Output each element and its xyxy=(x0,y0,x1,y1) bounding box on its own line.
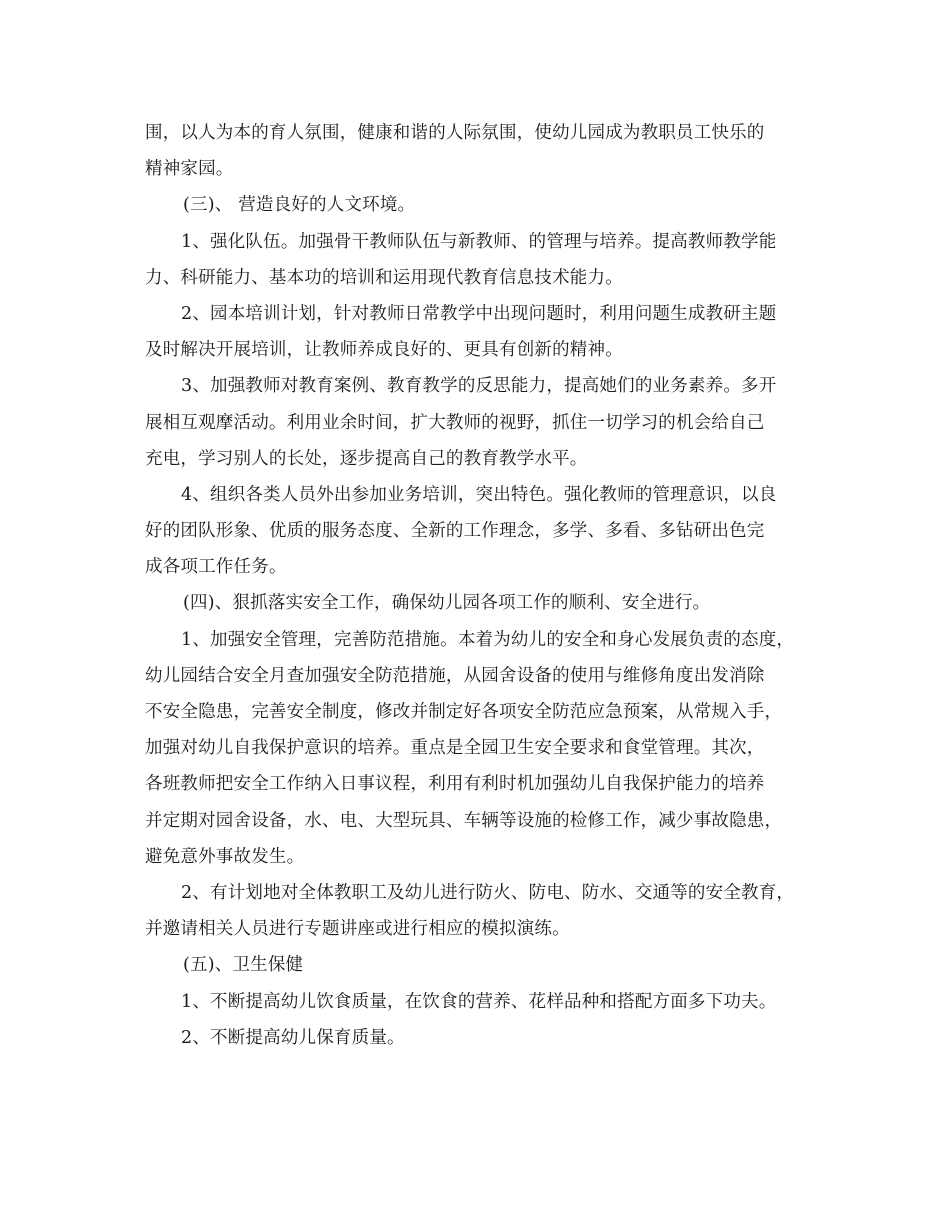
text-line: 1、加强安全管理，完善防范措施。本着为幼儿的安全和身心发展负责的态度， xyxy=(181,629,795,650)
text-line: 好的团队形象、优质的服务态度、全新的工作理念，多学、多看、多钻研出色完 xyxy=(145,521,765,542)
section-heading: (五)、卫生保健 xyxy=(183,955,304,976)
section-heading: (三)、 营造良好的人文环境。 xyxy=(183,195,416,216)
text-line: 精神家园。 xyxy=(145,159,234,180)
text-line: 2、园本培训计划，针对教师日常教学中出现问题时，利用问题生成教研主题 xyxy=(181,303,777,324)
text-line: 加强对幼儿自我保护意识的培养。重点是全园卫生安全要求和食堂管理。其次， xyxy=(145,738,765,759)
text-line: 2、有计划地对全体教职工及幼儿进行防火、防电、防水、交通等的安全教育， xyxy=(181,882,795,903)
text-line: 围，以人为本的育人氛围，健康和谐的人际氛围，使幼儿园成为教职员工快乐的 xyxy=(145,123,765,143)
text-line: 及时解决开展培训，让教师养成良好的、更具有创新的精神。 xyxy=(145,340,623,361)
text-line: 1、不断提高幼儿饮食质量，在饮食的营养、花样品种和搭配方面多下功夫。 xyxy=(181,991,777,1012)
text-line: 并定期对园舍设备，水、电、大型玩具、车辆等设施的检修工作，减少事故隐患， xyxy=(145,810,783,831)
text-line: 成各项工作任务。 xyxy=(145,557,287,578)
text-line: 2、不断提高幼儿保育质量。 xyxy=(181,1027,405,1048)
text-line: 幼儿园结合安全月查加强安全防范措施，从园舍设备的使用与维修角度出发消除 xyxy=(145,665,765,686)
text-line: 力、科研能力、基本功的培训和运用现代教育信息技术能力。 xyxy=(145,267,623,288)
text-line: 1、强化队伍。加强骨干教师队伍与新教师、的管理与培养。提高教师教学能 xyxy=(181,231,777,252)
section-heading: (四)、狠抓落实安全工作，确保幼儿园各项工作的顺利、安全进行。 xyxy=(183,593,711,614)
document-body xyxy=(145,115,815,1056)
text-line: 4、组织各类人员外出参加业务培训，突出特色。强化教师的管理意识，以良 xyxy=(181,484,777,505)
text-line: 3、加强教师对教育案例、教育教学的反思能力，提高她们的业务素养。多开 xyxy=(181,376,777,397)
text-line: 充电，学习别人的长处，逐步提高自己的教育教学水平。 xyxy=(145,448,588,469)
text-line: 展相互观摩活动。利用业余时间，扩大教师的视野，抓住一切学习的机会给自己 xyxy=(145,412,765,433)
text-line: 并邀请相关人员进行专题讲座或进行相应的模拟演练。 xyxy=(145,919,570,940)
text-line: 避免意外事故发生。 xyxy=(145,846,305,867)
text-line: 各班教师把安全工作纳入日事议程，利用有利时机加强幼儿自我保护能力的培养 xyxy=(145,774,765,795)
text-line: 不安全隐患，完善安全制度，修改并制定好各项安全防范应急预案，从常规入手， xyxy=(145,702,783,722)
